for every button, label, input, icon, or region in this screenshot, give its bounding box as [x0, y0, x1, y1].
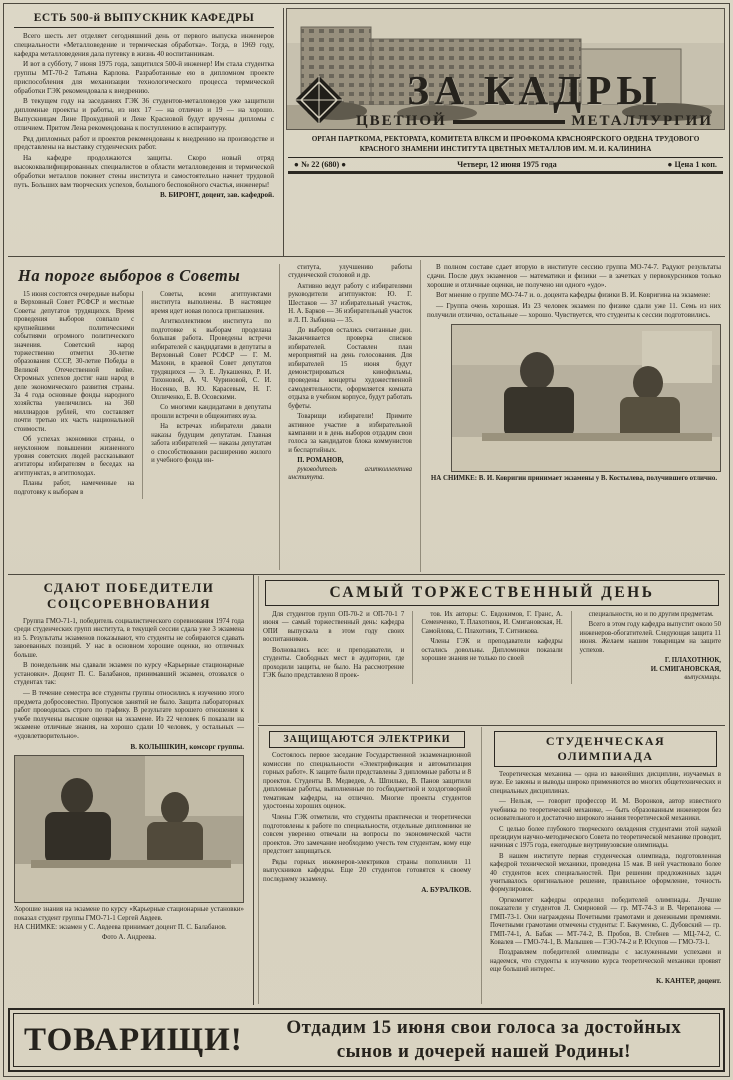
article-competition-body — [14, 618, 244, 742]
paragraph: Для студентов групп ОП-70-2 и ОП-70-1 7 июня — самый торжественный день: кафедра ОПИ выпускала в этом году своих воспитанников. — [263, 611, 405, 644]
paragraph: Всего в этом году кафедра выпустит около 50 инженеров-обогатителей. Следующая защита 11 июня. Желаем нашим товарищам на защите успехов. — [579, 621, 721, 654]
paragraph: На кафедре продолжаются защиты. Скоро новый отряд высококвалифицированных специалистов в области металловедения и термической обработки металлов покинет стены института и самостоятельно начнет трудовой путь. Больших вам творческих успехов, большого беспокойного счастья, инженеры! — [14, 154, 274, 189]
signature-name: Г. ПЛАХОТНЮК, — [664, 657, 721, 665]
article-competition-winners — [8, 576, 252, 1004]
photo-exam-avdeev-caption2: НА СНИМКЕ: экзамен у С. Авдеева принимает доцент П. С. Балабанов. — [14, 923, 227, 931]
article-elections-columns — [14, 291, 271, 499]
slogan-text: Отдадим 15 июня свои голоса за достойных сынов и дочерей нашей Родины! — [286, 1017, 682, 1062]
article-elections-title: На пороге выборов в Советы — [18, 266, 241, 285]
paragraph: С целью более глубокого творческого овладения студентами этой наукой президиум научно-методического Совета по теоретической механике проводит, начиная с 1975 года, ежегодные внутривузовские олимпиады. — [490, 825, 721, 850]
institute-emblem-icon — [294, 75, 344, 125]
article-500th-graduate — [8, 8, 282, 254]
signature-role: выпускницы. — [684, 673, 721, 681]
article-electricians-body — [263, 752, 471, 884]
signature-role: руководитель агитколлектива института. — [288, 465, 412, 482]
article-session-body — [427, 263, 721, 320]
article-500th-title: ЕСТЬ 500-й ВЫПУСКНИК КАФЕДРЫ — [14, 12, 274, 28]
divider — [8, 574, 725, 575]
article-electricians — [258, 727, 477, 1004]
paragraph: — Группа очень хорошая. Из 23 человек экзамен по физике сдали уже 11. Семь из них получили отлично, остальные — хорошо. Чувствуется, что студенты к сессии подготовились. — [427, 302, 721, 319]
paragraph: специальности, но и по другим предметам. — [588, 611, 714, 618]
article-olympiad — [481, 727, 725, 1004]
paragraph: Члены ГЭК и преподаватели кафедры остались довольны. Дипломники показали хорошие знания не только по своей — [421, 638, 563, 663]
divider — [283, 8, 284, 256]
article-500th-signature: В. БИРОНТ, доцент, зав. кафедрой. — [159, 191, 274, 200]
slogan-comrades: ТОВАРИЩИ! — [24, 1021, 243, 1058]
paragraph: На встречах избиратели давали наказы будущим депутатам. Главная забота избирателей — наказы депутатам о способствовании расширению жилого и учебного фонда ин- — [151, 423, 272, 465]
column — [279, 264, 412, 570]
paragraph: Волновались все: и преподаватели, и студенты. Свободных мест в аудитории, где проходили защиты, не было. На рассмотрение ГЭК было представлено 8 проек- — [263, 646, 405, 679]
paragraph: Ряды горных инженеров-электриков страны пополнили 11 выпускников кафедры. Еще 20 студентов готовятся к своему последнему экзамену. — [263, 858, 471, 883]
article-session-group — [420, 260, 725, 572]
paragraph: Товарищи избиратели! Примите активное участие в избирательной кампании и в день выборов отдадим свои голоса за кандидатов блока коммунистов и беспартийных. — [288, 413, 412, 454]
paragraph: Всего шесть лет отделяет сегодняшний день от первого выпуска инженеров специальности «Металловедение и термическая обработка». Тогда, в 1969 году, кафедра металловедения дала путевку в жизнь 40 воспитанникам. — [14, 32, 274, 58]
article-olympiad-body — [490, 771, 721, 975]
article-solemn-day-title: САМЫЙ ТОРЖЕСТВЕННЫЙ ДЕНЬ — [265, 580, 719, 606]
masthead-title-row — [286, 67, 725, 130]
paragraph: В понедельник мы сдавали экзамен по курсу «Карьерные стационарные установки». Доцент П. С. Балабанов, принимавший экзамен, отозвался о студентах так: — [14, 662, 244, 687]
photo-exam-kovrigin — [451, 324, 721, 472]
paragraph: Планы работ, намеченные на подготовку к выборам в — [14, 480, 135, 496]
subtitle-rule — [453, 120, 566, 124]
paragraph: Ряд дипломных работ и проектов рекомендованы к внедрению на производстве и представлены на выставку студенческих работ. — [14, 134, 274, 152]
article-electricians-title: ЗАЩИЩАЮТСЯ ЭЛЕКТРИКИ — [269, 731, 465, 748]
masthead — [286, 8, 725, 254]
paragraph: Группа ГМО-71-1, победитель социалистического соревнования 1974 года среди студенческих групп института, в текущей сессии сдала уже 3 экзамена из 5. Результаты экзаменов показывают, что студенты не собираются сдавать завоеванных позиций. У нас в основном хорошие оценки, но отличных больше. — [14, 617, 244, 659]
article-solemn-day-columns — [263, 611, 721, 684]
paragraph: Поздравляем победителей олимпиады с заслуженными успехами и надеемся, что студенты к изучению курса теоретической механики проявят еще больший интерес. — [490, 949, 721, 974]
paragraph: тов. Их авторы: С. Евдокимов, Г. Гранс, А. Семенченко, Т. Плахотнюк, И. Смигановская, Н. Самойлова, С. Плахотник, Т. Ситникова. — [421, 611, 563, 635]
signature-name: П. РОМАНОВ, — [297, 457, 344, 465]
paragraph: Оргкомитет кафедры определил победителей олимпиады. Лучшие показатели у студентов Л. Смирновой — гр. МТ-74-3 и В. Черепанова — ГМП-73-1. Они награждены Почетными грамотами и денежными премиями. Почетными грамотами отмечены студенты: Г. Бакуменко, С. Дубовский — гр. ГМП-74-1, А. Бабак — МТ-74-2, В. Пробов, В. Стебнев — МЦ-74-2, С. Ковалев — ГМО-74-1, В. Малышев — ГЭО-74-2 и Р. Юсупов — ГМО-73-1. — [490, 896, 721, 947]
column — [142, 291, 271, 499]
title-line: СДАЮТ ПОБЕДИТЕЛИ — [43, 580, 215, 595]
paragraph: Активно ведут работу с избирателями руководители агитпунктов: Ю. Г. Шестаков — 37 избирательный участок, Н. А. Барков — 36 избирательный участок и Л. П. Зыбкина — 35. — [288, 282, 412, 324]
column — [263, 611, 404, 684]
divider — [8, 256, 725, 257]
paragraph: Состоялось первое заседание Государственной экзаменационной комиссии по специальности «Электрификация и автоматизация горных работ». К защите были представлены 3 дипломные работы и 8 проектов. Студенты В. Медведев, А. Шпилько, В. Панов защитили дипломные работы, выполненные по госбюджетной и хоздоговорной тематикам кафедры, на отлично. Многие проекты студентов удостоены хороших оценок. — [263, 752, 471, 811]
election-slogan-banner — [8, 1008, 725, 1072]
paragraph: Теоретическая механика — одна из важнейших дисциплин, изучаемых в вузе. Ее законы и выводы широко применяются во многих общетехнических и специальных дисциплинах. — [490, 771, 721, 795]
paragraph: Агитколлективом института по подготовке к выборам проделана большая работа. Проведены встречи избирателей с кандидатами в депутаты в Верховный Совет РСФСР — Г. М. Махони, в краевой Совет депутатов трудящихся — Э. Е. Лукашенко, Р. И. Тихоновой, А. Ч. Чуриновой, С. И. Носенко, В. Ю. Карасевым, Н. Г. Опличенко, Е. В. Осовскими. — [151, 318, 272, 402]
newspaper-title: ЗА КАДРЫ — [407, 67, 662, 113]
paragraph: Советы, всеми агитпунктами института выполнены. В настоящее время идет новая полоса приглашения. — [151, 291, 272, 315]
article-solemn-day — [258, 576, 725, 723]
organ-line: ОРГАН ПАРТКОМА, РЕКТОРАТА, КОМИТЕТА ВЛКСМ И ПРОФКОМА КРАСНОЯРСКОГО ОРДЕНА ТРУДОВОГО КРАСНОГО ЗНАМЕНИ ИНСТИТУТА ЦВЕТНЫХ МЕТАЛЛОВ ИМ. М. И. КАЛИНИНА — [311, 135, 700, 153]
article-electricians-signature: А. БУРАЛКОВ. — [421, 886, 471, 895]
paragraph: Со многими кандидатами в депутаты прошли встречи в общежитиях вуза. — [151, 404, 272, 420]
paragraph: ститута, улучшению работы студенческой столовой и др. — [288, 264, 412, 280]
paragraph: В нашем институте первая студенческая олимпиада, подготовленная кафедрой технической механики, проведена 15 мая. В ней участвовало более 40 студентов всех специальностей. При решении предложенных задач учитывалось оригинальное решение, правильное оформление, точность формулировок. — [490, 852, 721, 894]
photo-exam-kovrigin-caption: НА СНИМКЕ: В. И. Ковригин принимает экзамены у В. Костылева, получившего отлично. — [430, 474, 718, 482]
column — [14, 291, 134, 499]
article-olympiad-title: СТУДЕНЧЕСКАЯ ОЛИМПИАДА — [494, 731, 717, 767]
signature-name: И. СМИГАНОВСКАЯ, — [650, 665, 721, 673]
issue-number: ● № 22 (680) ● — [294, 160, 347, 170]
newspaper-subtitle-left: ЦВЕТНОЙ — [356, 113, 447, 129]
paragraph: — Нельзя, — говорит профессор И. М. Воронков, автор известного учебника по теоретической механике, — быть образованным инженером без основательного и достаточно широкого знания теоретической механики. — [490, 798, 721, 823]
issue-price: ● Цена 1 коп. — [667, 160, 717, 170]
newspaper-title-block — [352, 67, 717, 130]
paragraph: Об успехах экономики страны, о неуклонном повышении жизненного уровня советских людей рассказывают агитаторы избирателям в беседах на агитпунктах, в агитпоходах. — [14, 436, 135, 477]
column — [412, 611, 562, 684]
newspaper-subtitle-right: МЕТАЛЛУРГИИ — [571, 113, 713, 129]
divider — [253, 575, 254, 1005]
paragraph: — В течение семестра все студенты группы относились к изучению этого предмета добросовестно. Пропусков занятий не было. Защита лабораторных работ проводилась строго по графику. В результате хорошего отношения к учебе получены высокие оценки на экзамене. Из 22 человек 6 показали на экзамене отличные знания, на хорошо сдали 10 человек, у остальных — «удовлетворительно». — [14, 690, 244, 740]
article-elections-signature — [288, 457, 412, 482]
photo-exam-avdeev — [14, 755, 244, 903]
newspaper-subtitle — [352, 113, 717, 130]
paragraph: Вот мнение о группе МО-74-7 и. о. доцента кафедры физики В. И. Ковригина на экзамене: — [436, 291, 711, 300]
photo-credit: Фото А. Андреева. — [101, 934, 157, 942]
paragraph: В текущем году на заседаниях ГЭК 36 студентов-металловедов уже защитили дипломные проекты и работы, из них 17 — на отлично и 19 — на хорошо. Выпускницам Лине Прокудиной и Лене Красновой будут вручены дипломы с отличием. Притом Лена рекомендована к поступлению в аспирантуру. — [14, 97, 274, 132]
dateline — [288, 157, 723, 174]
paragraph: В полном составе сдает вторую в институте сессию группа МО-74-7. Радуют результаты сдачи. После двух экзаменов — математики и физики — в зачетках у первокурсников только хорошие и отличные оценки, не получено ни одного «удо». — [427, 263, 721, 289]
article-elections-left — [14, 264, 271, 570]
article-elections — [8, 260, 416, 572]
column — [571, 611, 721, 684]
issue-date: Четверг, 12 июня 1975 года — [457, 160, 557, 170]
divider — [258, 725, 725, 726]
article-500th-body — [14, 32, 274, 189]
article-olympiad-signature: К. КАНТЕР, доцент. — [656, 976, 721, 985]
paragraph: 15 июня состоятся очередные выборы в Верховный Совет РСФСР и местные Советы депутатов трудящихся. Время проведения выборов совпало с крупнейшими политическими событиями огромного политического значения. Советский народ торжественно отметил 30-летие образования СССР, 30-летие Победы в Великой Отечественной войне. Огромных успехов достиг наш народ в деле экономического развития страны. За 4 года основные фонды народного хозяйства увеличились на 360 миллиардов рублей, что составляет почти третью их часть национальной стоимости. — [14, 291, 135, 433]
paragraph: И вот в субботу, 7 июня 1975 года, защитился 500-й инженер! Им стала студентка группы МТ-70-2 Татьяна Карлова. Разработанные ею в дипломном проекте приспособления для механизации технологического процесса термической обработки ГЭК рекомендовала к внедрению. — [14, 60, 274, 95]
paragraph: Члены ГЭК отметили, что студенты практически и теоретически подготовлены к работе по специальности, отдельные дипломники не совсем уверенно отвечали на вопросы по экономической части проектов. Это замечание необходимо учесть тем студентам, кому еще предстоит защищаться. — [263, 813, 471, 856]
article-competition-title — [14, 580, 244, 613]
article-competition-signature: В. КОЛЫШКИН, комсорг группы. — [130, 743, 244, 752]
paragraph: До выборов остались считанные дни. Заканчивается проверка списков избирателей. Составлен план мероприятий на день голосования. Для избирателей 15 июня будут демонстрироваться кинофильмы, проведены концерты художественной самодеятельности, оформляется комната отдыха в учебном корпусе, будут работать буфеты. — [288, 326, 412, 410]
photo-exam-avdeev-caption: Хорошие знания на экзамене по курсу «Карьерные стационарные установки» показал студент группы ГМО-71-1 Сергей Авдеев. — [14, 906, 244, 922]
title-line: СОЦСОРЕВНОВАНИЯ — [47, 596, 211, 612]
article-solemn-day-signature — [580, 657, 721, 682]
